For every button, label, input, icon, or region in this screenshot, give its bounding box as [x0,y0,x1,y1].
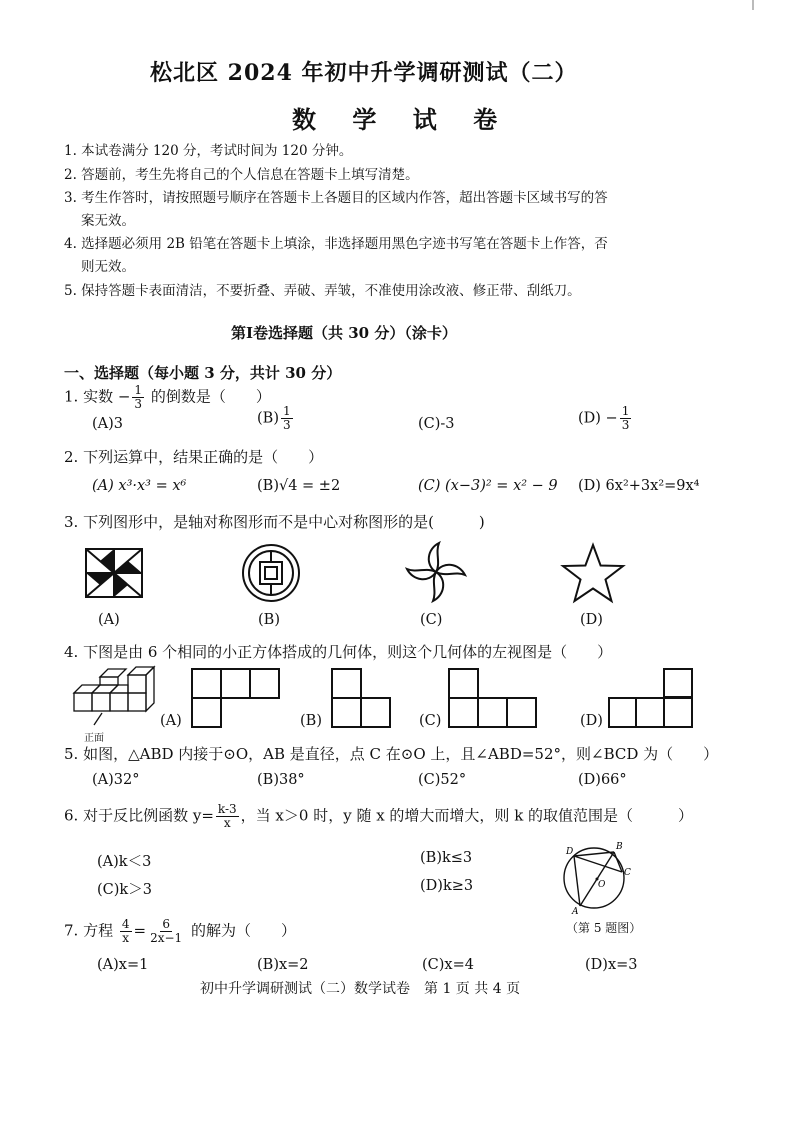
q6-option-c: (C)k＞3 [97,882,152,898]
q4-label-c: (C) [419,713,442,729]
q6-fraction: $\frac{k-3}{x}$ [217,802,237,830]
circle-geometry-figure [558,838,630,916]
q4-label-a: (A) [160,713,182,729]
note-3-cont: 案无效。 [81,213,135,229]
q7-option-a: (A)x=1 [97,957,149,973]
question-2: 2. 下列运算中，结果正确的是（ ） [64,448,324,466]
q6-option-a: (A)k＜3 [97,854,152,870]
note-5: 5. 保持答题卡表面清洁，不要折叠、弄破、弄皱，不准使用涂改液、修正带、刮纸刀。 [64,283,581,299]
q4-label-d: (D) [580,713,603,729]
point-b-label: B [616,842,623,852]
point-a-label: A [572,907,579,917]
note-2: 2. 答题前，考生先将自己的个人信息在答题卡上填写清楚。 [64,167,419,183]
q2-option-d: (D) 6x²+3x²=9x⁴ [578,478,700,494]
figure-5-caption: （第 5 题图） [566,921,642,935]
q2-option-a: (A) x³·x³ = x⁶ [92,478,187,494]
q7-option-d: (D)x=3 [585,957,638,973]
q2-option-c: (C) (x−3)² = x² − 9 [418,478,558,494]
q1-option-c: (C)-3 [418,416,455,432]
q5-option-d: (D)66° [578,772,627,788]
view-a-figure [191,668,281,730]
note-1: 1. 本试卷满分 120 分，考试时间为 120 分钟。 [64,143,353,159]
view-b-figure [331,668,393,730]
view-c-figure [448,668,540,730]
q3-label-d: (D) [580,612,603,628]
section-heading: 一、选择题（每小题 3 分，共计 30 分） [64,364,342,382]
q1-option-d: (D) − $\frac{1}{3}$ [578,404,630,432]
note-4-cont: 则无效。 [81,259,135,275]
question-4: 4. 下图是由 6 个相同的小正方体搭成的几何体，则这个几何体的左视图是（ ） [64,643,613,661]
point-c-label: C [624,868,631,878]
note-4: 4. 选择题必须用 2B 铅笔在答题卡上填涂，非选择题用黑色字迹书写笔在答题卡上作答，否 [64,236,608,252]
q1-stem-b: 的倒数是（ ） [146,387,271,406]
q7-option-b: (B)x=2 [257,957,309,973]
note-3: 3. 考生作答时，请按照题号顺序在答题卡上各题目的区域内作答，超出答题卡区域书写的答 [64,190,608,206]
part-heading: 第Ⅰ卷选择题（共 30 分）（涂卡） [231,324,457,342]
q5-option-a: (A)32° [92,772,140,788]
star-figure [561,543,625,603]
q5-option-c: (C)52° [418,772,467,788]
q7-option-c: (C)x=4 [422,957,474,973]
front-view-label: 正面 [84,733,104,744]
view-d-figure [608,668,694,730]
q3-label-c: (C) [420,612,443,628]
coin-figure [241,543,301,603]
q1-stem-a: 1. 实数 − [64,387,131,406]
q4-label-b: (B) [300,713,322,729]
q6-option-d: (D)k≥3 [420,878,474,894]
scan-artifact [752,0,754,10]
q3-label-b: (B) [258,612,280,628]
point-o-label: O [598,880,606,890]
q6-stem-a: 6. 对于反比例函数 y= [64,806,214,825]
q1-fraction: $\frac{1}{3}$ [134,383,143,411]
exam-title: 松北区 2024 年初中升学调研测试（二） [150,60,578,86]
exam-subtitle: 数 学 试 卷 [292,105,512,134]
question-3: 3. 下列图形中，是轴对称图形而不是中心对称图形的是( ) [64,513,485,531]
q2-option-b: (B)√4 = ±2 [257,478,341,494]
pinwheel-figure [84,547,144,599]
q6-stem-b: ，当 x＞0 时，y 随 x 的增大而增大，则 k 的取值范围是（ ） [240,806,694,825]
q3-label-a: (A) [98,612,120,628]
q6-option-b: (B)k≤3 [420,850,473,866]
q5-option-b: (B)38° [257,772,305,788]
point-d-label: D [566,847,574,857]
swirl-figure [405,541,467,603]
question-1 [64,384,271,411]
page-footer: 初中升学调研测试（二）数学试卷 第 1 页 共 4 页 [200,981,521,997]
question-6 [64,803,693,830]
q1-option-b: (B) $\frac{1}{3}$ [257,404,291,432]
q1-option-a: (A)3 [92,416,124,432]
cube-stack-figure [70,665,160,737]
question-5: 5. 如图，△ABD 内接于⊙O，AB 是直径，点 C 在⊙O 上，且∠ABD=52°，则∠BCD 为（ ） [64,745,719,763]
question-7: 7. 方程 $\frac{4}{x}$ = $\frac{6}{2x-1}$ 的解为（ ） [64,917,296,945]
